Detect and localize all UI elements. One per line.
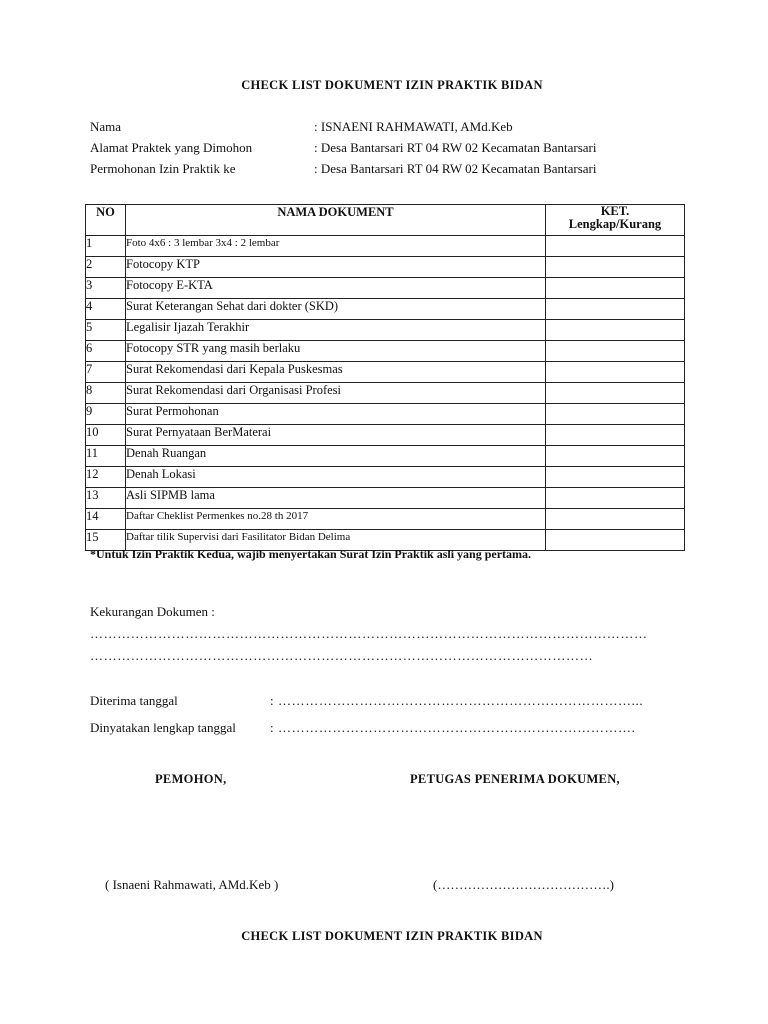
page-title: CHECK LIST DOKUMENT IZIN PRAKTIK BIDAN <box>241 78 543 92</box>
diterima-label: Diterima tanggal <box>90 693 178 708</box>
keterangan-cell[interactable] <box>546 530 685 551</box>
document-name: Fotocopy E-KTA <box>126 278 546 299</box>
info-label: Nama <box>90 119 122 134</box>
header-no: NO <box>86 205 126 236</box>
document-name: Surat Keterangan Sehat dari dokter (SKD) <box>126 299 546 320</box>
keterangan-cell[interactable] <box>546 341 685 362</box>
pemohon-signature-name: ( Isnaeni Rahmawati, AMd.Keb ) <box>105 877 279 892</box>
keterangan-cell[interactable] <box>546 299 685 320</box>
row-number: 15 <box>86 530 126 551</box>
row-number: 5 <box>86 320 126 341</box>
table-row <box>86 299 685 320</box>
keterangan-cell[interactable] <box>546 404 685 425</box>
document-name: Surat Rekomendasi dari Kepala Puskesmas <box>126 362 546 383</box>
petugas-label: PETUGAS PENERIMA DOKUMEN, <box>410 772 620 786</box>
document-name: Legalisir Ijazah Terakhir <box>126 320 546 341</box>
row-number: 2 <box>86 257 126 278</box>
table-row <box>86 467 685 488</box>
table-row <box>86 320 685 341</box>
table-row <box>86 488 685 509</box>
keterangan-cell[interactable] <box>546 509 685 530</box>
table-header-row <box>86 205 685 236</box>
row-number: 8 <box>86 383 126 404</box>
table-row <box>86 341 685 362</box>
document-name: Surat Pernyataan BerMaterai <box>126 425 546 446</box>
requirement-note: *Untuk Izin Praktik Kedua, wajib menyertakan Surat Izin Praktik asli yang pertama. <box>90 547 532 561</box>
keterangan-cell[interactable] <box>546 383 685 404</box>
row-number: 1 <box>86 236 126 257</box>
dinyatakan-field[interactable]: : ……………………………………………………………………. <box>270 720 636 735</box>
keterangan-cell[interactable] <box>546 257 685 278</box>
info-value: : Desa Bantarsari RT 04 RW 02 Kecamatan Bantarsari <box>314 140 597 155</box>
document-name: Fotocopy KTP <box>126 257 546 278</box>
keterangan-cell[interactable] <box>546 467 685 488</box>
info-label: Permohonan Izin Praktik ke <box>90 161 236 176</box>
kekurangan-line-2[interactable]: ………………………………………………………………………………………………… <box>90 648 594 663</box>
row-number: 11 <box>86 446 126 467</box>
table-row <box>86 236 685 257</box>
keterangan-cell[interactable] <box>546 278 685 299</box>
row-number: 10 <box>86 425 126 446</box>
row-number: 3 <box>86 278 126 299</box>
header-ket-label: KET. <box>600 204 630 218</box>
document-name: Surat Rekomendasi dari Organisasi Profesi <box>126 383 546 404</box>
document-name: Daftar Cheklist Permenkes no.28 th 2017 <box>126 509 546 530</box>
table-row <box>86 257 685 278</box>
kekurangan-label: Kekurangan Dokumen : <box>90 604 215 619</box>
petugas-signature-field[interactable]: (………………………………….) <box>433 877 614 892</box>
document-checklist-table <box>85 204 685 551</box>
document-name: Foto 4x6 : 3 lembar 3x4 : 2 lembar <box>126 236 546 257</box>
row-number: 12 <box>86 467 126 488</box>
table-row <box>86 362 685 383</box>
row-number: 13 <box>86 488 126 509</box>
document-name: Surat Permohonan <box>126 404 546 425</box>
document-name: Denah Ruangan <box>126 446 546 467</box>
table-row <box>86 404 685 425</box>
keterangan-cell[interactable] <box>546 236 685 257</box>
kekurangan-line-1[interactable]: …………………………………………………………………………………………………………… <box>90 626 648 641</box>
document-name: Daftar tilik Supervisi dari Fasilitator Bidan Delima <box>126 530 546 551</box>
row-number: 14 <box>86 509 126 530</box>
keterangan-cell[interactable] <box>546 488 685 509</box>
keterangan-cell[interactable] <box>546 320 685 341</box>
keterangan-cell[interactable] <box>546 362 685 383</box>
table-row <box>86 509 685 530</box>
info-value: : ISNAENI RAHMAWATI, AMd.Keb <box>314 119 513 134</box>
info-label: Alamat Praktek yang Dimohon <box>90 140 253 155</box>
table-row <box>86 278 685 299</box>
header-ket-sublabel: Lengkap/Kurang <box>568 217 662 231</box>
row-number: 7 <box>86 362 126 383</box>
dinyatakan-label: Dinyatakan lengkap tanggal <box>90 720 236 735</box>
row-number: 4 <box>86 299 126 320</box>
pemohon-label: PEMOHON, <box>155 772 227 786</box>
footer-title: CHECK LIST DOKUMENT IZIN PRAKTIK BIDAN <box>241 929 543 943</box>
keterangan-cell[interactable] <box>546 425 685 446</box>
table-row <box>86 446 685 467</box>
diterima-field[interactable]: : ……………………………………………………………………... <box>270 693 644 708</box>
table-row <box>86 425 685 446</box>
document-name: Asli SIPMB lama <box>126 488 546 509</box>
document-name: Denah Lokasi <box>126 467 546 488</box>
info-value: : Desa Bantarsari RT 04 RW 02 Kecamatan Bantarsari <box>314 161 597 176</box>
row-number: 6 <box>86 341 126 362</box>
keterangan-cell[interactable] <box>546 446 685 467</box>
header-keterangan <box>546 205 685 236</box>
row-number: 9 <box>86 404 126 425</box>
header-nama-dokument: NAMA DOKUMENT <box>126 205 546 236</box>
table-row <box>86 383 685 404</box>
document-name: Fotocopy STR yang masih berlaku <box>126 341 546 362</box>
